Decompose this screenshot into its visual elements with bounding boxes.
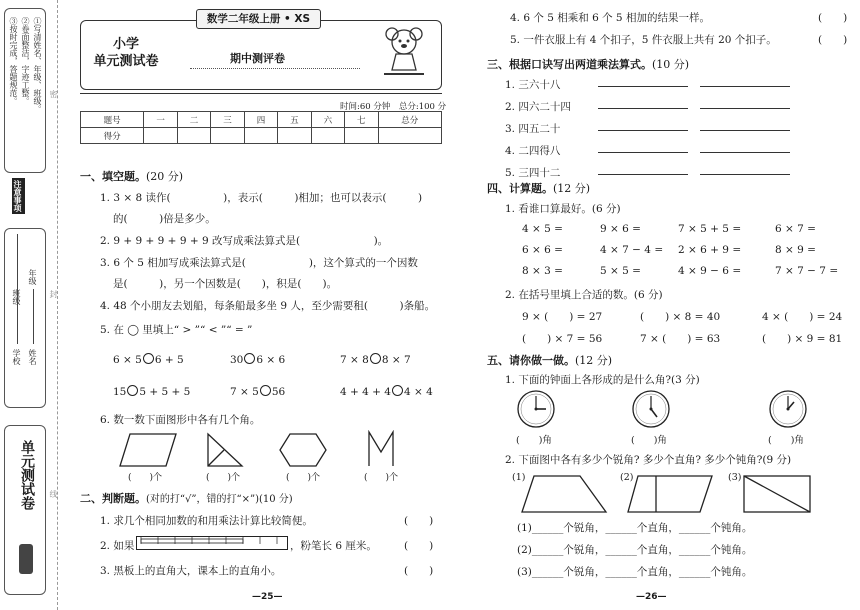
field-class: 班级 bbox=[12, 289, 21, 305]
shape-answer-4[interactable]: ( )个 bbox=[364, 473, 399, 483]
section-3-points: (10 分) bbox=[652, 58, 690, 71]
compare-circle[interactable] bbox=[370, 353, 381, 364]
section-3-heading: 三、根据口诀写出两道乘法算式。 bbox=[487, 58, 652, 71]
field-grade: 年级 bbox=[28, 269, 37, 285]
section-4-title bbox=[487, 180, 590, 196]
score-entry[interactable] bbox=[311, 128, 344, 144]
calc-item: 5 × 5 = bbox=[600, 265, 641, 277]
rhyme-answer-line[interactable] bbox=[700, 152, 790, 153]
time-info: 时间:60 分钟 总分:100 分 bbox=[340, 102, 447, 112]
header-title-line2: 单元测试卷 bbox=[93, 54, 159, 69]
q3-line-b: 是( )，另一个因数是( )，积是( )。 bbox=[113, 278, 338, 290]
compare-item-4 bbox=[113, 385, 190, 398]
sec5-sub2: 2. 下面图中各有多少个锐角? 多少个直角? 多少个钝角?(9 分) bbox=[505, 454, 792, 466]
rhyme-answer-line[interactable] bbox=[700, 108, 790, 109]
compare-item-2 bbox=[230, 353, 285, 366]
calc-item: 8 × 3 = bbox=[522, 265, 563, 277]
seal-char-2: 封 bbox=[49, 290, 58, 298]
shape-answer-2[interactable]: ( )个 bbox=[206, 473, 241, 483]
section-5-heading: 五、请你做一做。 bbox=[487, 354, 575, 367]
score-cell: 六 bbox=[311, 112, 344, 128]
angle-answer-1[interactable]: (1)______个锐角，______个直角，______个钝角。 bbox=[517, 522, 753, 534]
compare-right: 4 × 4 bbox=[404, 386, 433, 398]
compare-right: 56 bbox=[271, 386, 286, 398]
score-cell: 总分 bbox=[378, 112, 441, 128]
q1-line-a: 1. 3 × 8 读作( )，表示( )相加；也可以表示( ) bbox=[100, 192, 423, 204]
section-4-heading: 四、计算题。 bbox=[487, 182, 553, 195]
score-table bbox=[80, 111, 442, 144]
score-entry[interactable] bbox=[378, 128, 441, 144]
compare-item-5 bbox=[230, 385, 285, 398]
calc-item: 2 × 6 + 9 = bbox=[678, 244, 742, 256]
score-entry[interactable] bbox=[278, 128, 311, 144]
score-entry[interactable] bbox=[244, 128, 277, 144]
figure-label-2: (2) bbox=[620, 472, 634, 483]
seal-char-1: 密 bbox=[49, 90, 58, 98]
triangle-shape bbox=[206, 432, 244, 468]
judge-q2-suffix: ，粉笔长 6 厘米。 bbox=[290, 540, 377, 552]
q6-line: 6. 数一数下面图形中各有几个角。 bbox=[100, 414, 261, 426]
rhyme-answer-line[interactable] bbox=[598, 86, 688, 87]
sec4-sub1: 1. 看谁口算最好。(6 分) bbox=[505, 203, 621, 215]
calc-item: 6 × 7 = bbox=[775, 223, 816, 235]
judge-answer-2[interactable]: ( ) bbox=[404, 540, 434, 552]
calc-item: 4 × 5 = bbox=[522, 223, 563, 235]
rhyme-answer-line[interactable] bbox=[598, 108, 688, 109]
grade-tag: 数学二年级上册 • XS bbox=[196, 9, 321, 29]
shape-answer-3[interactable]: ( )个 bbox=[286, 473, 321, 483]
judge-q2 bbox=[100, 538, 134, 553]
section-5-title bbox=[487, 352, 612, 368]
parallelogram-shape bbox=[118, 432, 178, 468]
hexagon-shape bbox=[278, 432, 328, 468]
judge-q5: 5. 一件衣服上有 4 个扣子，5 件衣服上共有 20 个扣子。 bbox=[510, 34, 777, 46]
brand-label: 单元测试卷 bbox=[19, 440, 35, 510]
score-cell: 四 bbox=[244, 112, 277, 128]
score-cell: 得分 bbox=[81, 128, 144, 144]
compare-item-3 bbox=[340, 353, 411, 366]
rhyme-item-3: 3. 四五二十 bbox=[505, 123, 561, 135]
rhyme-answer-line[interactable] bbox=[598, 152, 688, 153]
mascot-koala-icon bbox=[378, 24, 430, 80]
compare-right: 5 + 5 + 5 bbox=[139, 386, 191, 398]
header-separator bbox=[80, 93, 442, 94]
notice-line-3: ③按时完成，答题规范。 bbox=[9, 17, 18, 105]
brand-box bbox=[4, 425, 46, 595]
rhyme-item-1: 1. 三六十八 bbox=[505, 79, 561, 91]
q2-line: 2. 9 + 9 + 9 + 9 + 9 改写成乘法算式是( )。 bbox=[100, 235, 389, 247]
section-2-heading: 二、判断题。 bbox=[80, 492, 146, 505]
angle-answer-3[interactable]: (3)______个锐角，______个直角，______个钝角。 bbox=[517, 566, 753, 578]
clock-1-icon bbox=[516, 389, 556, 429]
score-table-score-row bbox=[81, 128, 442, 144]
clock-3-icon bbox=[768, 389, 808, 429]
notice-line-1: ①写清姓名、年级、班级。 bbox=[33, 17, 42, 113]
judge-answer-3[interactable]: ( ) bbox=[404, 565, 434, 577]
score-entry[interactable] bbox=[211, 128, 244, 144]
clock-answer-3[interactable]: ( )角 bbox=[768, 435, 804, 446]
mascot-icon bbox=[19, 544, 33, 574]
student-info-box bbox=[4, 228, 46, 408]
compare-item-6 bbox=[340, 385, 433, 398]
score-cell: 五 bbox=[278, 112, 311, 128]
notice-label: 注意事项 bbox=[13, 180, 23, 212]
judge-answer-5[interactable]: ( ) bbox=[818, 34, 848, 46]
calc-item: 4 × 7 − 4 = bbox=[600, 244, 664, 256]
section-1-heading: 一、填空题。 bbox=[80, 170, 146, 183]
score-table-header-row bbox=[81, 112, 442, 128]
compare-circle[interactable] bbox=[260, 385, 271, 396]
compare-left: 7 × 8 bbox=[340, 354, 369, 366]
calc-item: 8 × 9 = bbox=[775, 244, 816, 256]
score-cell: 七 bbox=[345, 112, 378, 128]
field-school: 学校 bbox=[12, 349, 21, 365]
rhyme-item-4: 4. 二四得八 bbox=[505, 145, 561, 157]
calc-item: 7 × 5 + 5 = bbox=[678, 223, 742, 235]
judge-answer-4[interactable]: ( ) bbox=[818, 12, 848, 24]
calc-item: 7 × 7 − 7 = bbox=[775, 265, 839, 277]
compare-right: 6 + 5 bbox=[154, 354, 184, 366]
score-entry[interactable] bbox=[144, 128, 177, 144]
notice-box bbox=[4, 8, 46, 173]
compare-left: 30 bbox=[230, 354, 244, 366]
judge-q3: 3. 黑板上的直角大，课本上的直角小。 bbox=[100, 565, 282, 577]
field-name: 姓名 bbox=[28, 349, 37, 365]
fill-item: 4 × ( ) = 24 bbox=[762, 311, 843, 323]
calc-item: 4 × 9 − 6 = bbox=[678, 265, 742, 277]
compare-circle[interactable] bbox=[392, 385, 403, 396]
q3-line-a: 3. 6 个 5 相加写成乘法算式是( )，这个算式的一个因数 bbox=[100, 257, 418, 269]
fill-item: 7 × ( ) = 63 bbox=[640, 333, 721, 345]
rhyme-answer-line[interactable] bbox=[700, 130, 790, 131]
m-shape bbox=[366, 430, 396, 468]
rhyme-answer-line[interactable] bbox=[598, 130, 688, 131]
header-title bbox=[86, 36, 166, 70]
seal-char-3: 线 bbox=[49, 490, 58, 498]
calc-item: 9 × 6 = bbox=[600, 223, 641, 235]
q1-line-b: 的( )倍是多少。 bbox=[113, 213, 216, 225]
fill-item: 9 × ( ) = 27 bbox=[522, 311, 603, 323]
section-5-points: (12 分) bbox=[575, 354, 613, 367]
clock-2-icon bbox=[631, 389, 671, 429]
section-1-points: (20 分) bbox=[146, 170, 184, 183]
compare-item-1 bbox=[113, 353, 184, 366]
clock-answer-2[interactable]: ( )角 bbox=[631, 435, 667, 446]
figure-label-1: (1) bbox=[512, 472, 526, 483]
compare-right: 8 × 7 bbox=[381, 354, 411, 366]
compare-left: 15 bbox=[113, 386, 127, 398]
ruler-chalk-icon bbox=[136, 536, 288, 550]
score-cell: 一 bbox=[144, 112, 177, 128]
compare-circle[interactable] bbox=[143, 353, 154, 364]
compare-left: 4 + 4 + 4 bbox=[340, 386, 391, 398]
score-cell: 三 bbox=[211, 112, 244, 128]
judge-q1: 1. 求几个相同加数的和用乘法计算比较简便。 bbox=[100, 515, 313, 527]
score-cell: 二 bbox=[177, 112, 210, 128]
compare-circle[interactable] bbox=[244, 353, 255, 364]
calc-item: 6 × 6 = bbox=[522, 244, 563, 256]
judge-q2-prefix: 2. 如果 bbox=[100, 540, 135, 552]
sec5-sub1: 1. 下面的钟面上各形成的是什么角?(3 分) bbox=[505, 374, 700, 386]
section-4-points: (12 分) bbox=[553, 182, 591, 195]
rhyme-item-2: 2. 四六二十四 bbox=[505, 101, 571, 113]
section-2-title bbox=[80, 490, 293, 506]
fill-item: ( ) × 7 = 56 bbox=[522, 333, 603, 345]
fill-item: ( ) × 8 = 40 bbox=[640, 311, 721, 323]
q4-line: 4. 48 个小朋友去划船，每条船最多坐 9 人，至少需要租( )条船。 bbox=[100, 300, 436, 312]
notice-line-2: ②卷面整洁，字迹工整。 bbox=[21, 17, 30, 105]
rhyme-answer-line[interactable] bbox=[598, 174, 688, 175]
parallelogram-figure bbox=[626, 474, 716, 514]
score-entry[interactable] bbox=[345, 128, 378, 144]
fill-item: ( ) × 9 = 81 bbox=[762, 333, 843, 345]
exam-name: 期中测评卷 bbox=[230, 52, 285, 65]
sec4-sub2: 2. 在括号里填上合适的数。(6 分) bbox=[505, 289, 663, 301]
figure-label-3: (3) bbox=[728, 472, 742, 483]
shape-answer-1[interactable]: ( )个 bbox=[128, 473, 163, 483]
rectangle-figure bbox=[742, 474, 814, 514]
compare-circle[interactable] bbox=[127, 385, 138, 396]
header-title-line1: 小学 bbox=[112, 37, 139, 52]
compare-left: 7 × 5 bbox=[230, 386, 259, 398]
binding-strip bbox=[0, 0, 58, 610]
angle-answer-2[interactable]: (2)______个锐角，______个直角，______个钝角。 bbox=[517, 544, 753, 556]
score-cell: 题号 bbox=[81, 112, 144, 128]
rhyme-answer-line[interactable] bbox=[700, 174, 790, 175]
header-underline bbox=[190, 68, 360, 72]
q5-line: 5. 在 ◯ 里填上“ > ”“ < ”“ = ” bbox=[100, 324, 253, 336]
rhyme-item-5: 5. 三四十二 bbox=[505, 167, 561, 179]
judge-q4: 4. 6 个 5 相乘和 6 个 5 相加的结果一样。 bbox=[510, 12, 710, 24]
score-entry[interactable] bbox=[177, 128, 210, 144]
trapezoid-figure bbox=[520, 474, 610, 514]
clock-answer-1[interactable]: ( )角 bbox=[516, 435, 552, 446]
compare-right: 6 × 6 bbox=[256, 354, 286, 366]
section-3-title bbox=[487, 56, 689, 72]
page-number-left: —25— bbox=[252, 592, 283, 602]
compare-left: 6 × 5 bbox=[113, 354, 142, 366]
section-1-title bbox=[80, 168, 183, 184]
rhyme-answer-line[interactable] bbox=[700, 86, 790, 87]
page-number-right: —26— bbox=[636, 592, 667, 602]
section-2-note: (对的打“√”，错的打“×”)(10 分) bbox=[146, 494, 293, 505]
judge-answer-1[interactable]: ( ) bbox=[404, 515, 434, 527]
